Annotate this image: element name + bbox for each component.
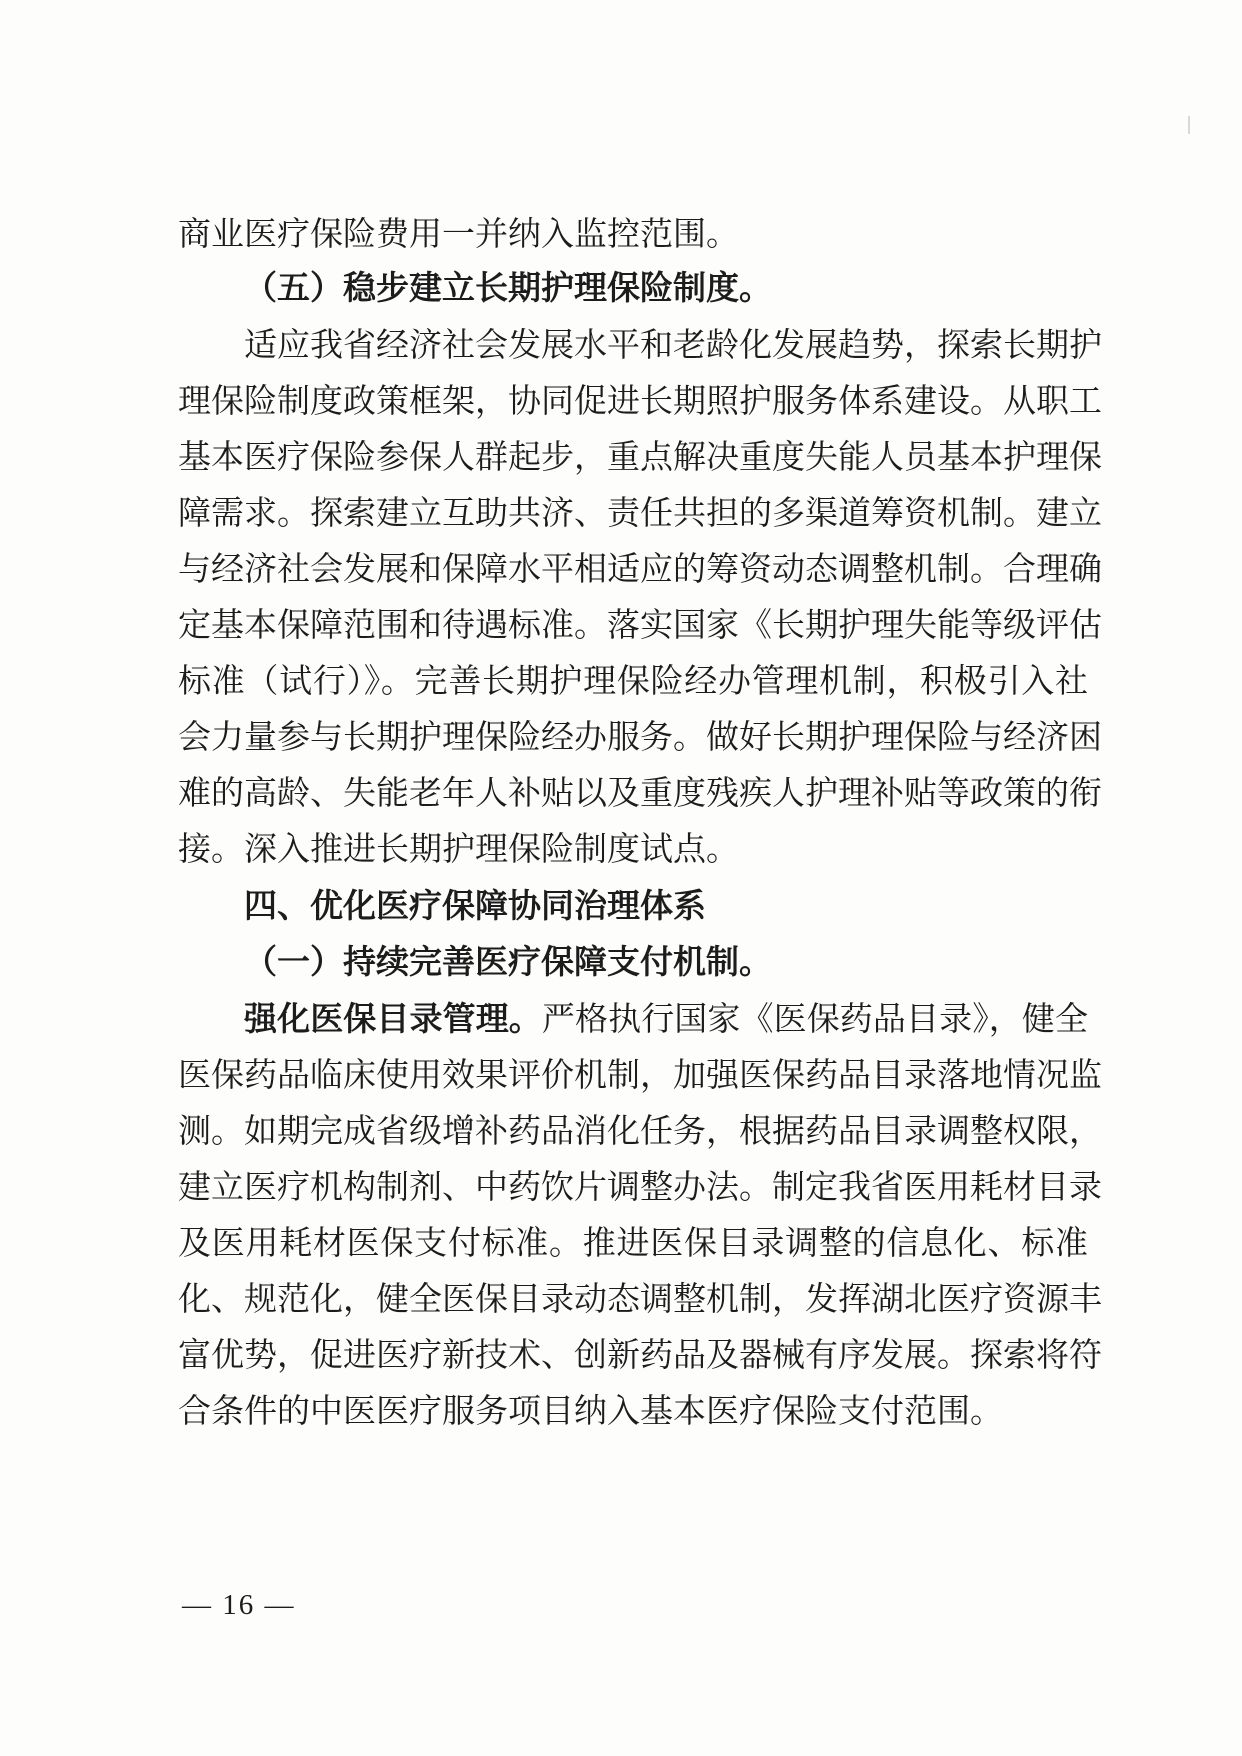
body-text-line: 难的高龄、失能老年人补贴以及重度残疾人护理补贴等政策的衔 (178, 773, 1102, 812)
section-heading: 四、优化医疗保障协同治理体系 (244, 886, 706, 925)
paragraph-lead-bold: 强化医保目录管理。 (244, 999, 542, 1038)
body-text-line: 与经济社会发展和保障水平相适应的筹资动态调整机制。合理确 (178, 549, 1102, 588)
body-text-line: 障需求。探索建立互助共济、责任共担的多渠道筹资机制。建立 (178, 493, 1102, 532)
body-text-line: 接。深入推进长期护理保险制度试点。 (178, 829, 739, 868)
paragraph-lead-rest: 严格执行国家《医保药品目录》，健全 (541, 999, 1089, 1038)
body-text-line: 定基本保障范围和待遇标准。落实国家《长期护理失能等级评估 (178, 605, 1102, 644)
body-text-line: 化、规范化，健全医保目录动态调整机制，发挥湖北医疗资源丰 (178, 1279, 1102, 1318)
paragraph-lead-line (244, 999, 1088, 1039)
scan-mark (1188, 116, 1190, 134)
body-text-line: 建立医疗机构制剂、中药饮片调整办法。制定我省医用耗材目录 (178, 1167, 1102, 1206)
body-text-line: 商业医疗保险费用一并纳入监控范围。 (178, 214, 739, 253)
body-text-line: 及医用耗材医保支付标准。推进医保目录调整的信息化、标准 (178, 1223, 1088, 1262)
body-text-line: 富优势，促进医疗新技术、创新药品及器械有序发展。探索将符 (178, 1335, 1102, 1374)
section-subheading: （五）稳步建立长期护理保险制度。 (244, 268, 772, 307)
body-text-line: 会力量参与长期护理保险经办服务。做好长期护理保险与经济困 (178, 717, 1102, 756)
body-text-line: 合条件的中医医疗服务项目纳入基本医疗保险支付范围。 (178, 1391, 1003, 1430)
body-text-line: 测。如期完成省级增补药品消化任务，根据药品目录调整权限， (178, 1111, 1102, 1150)
body-text-line: 理保险制度政策框架，协同促进长期照护服务体系建设。从职工 (178, 381, 1102, 420)
body-text-line: 医保药品临床使用效果评价机制，加强医保药品目录落地情况监 (178, 1055, 1102, 1094)
body-text-line: 基本医疗保险参保人群起步，重点解决重度失能人员基本护理保 (178, 437, 1102, 476)
body-text-line: 标准（试行）》。完善长期护理保险经办管理机制，积极引入社 (178, 661, 1088, 700)
page-number: — 16 — (182, 1589, 296, 1621)
section-subheading: （一）持续完善医疗保障支付机制。 (244, 942, 772, 981)
body-text-line: 适应我省经济社会发展水平和老龄化发展趋势，探索长期护 (244, 325, 1102, 364)
